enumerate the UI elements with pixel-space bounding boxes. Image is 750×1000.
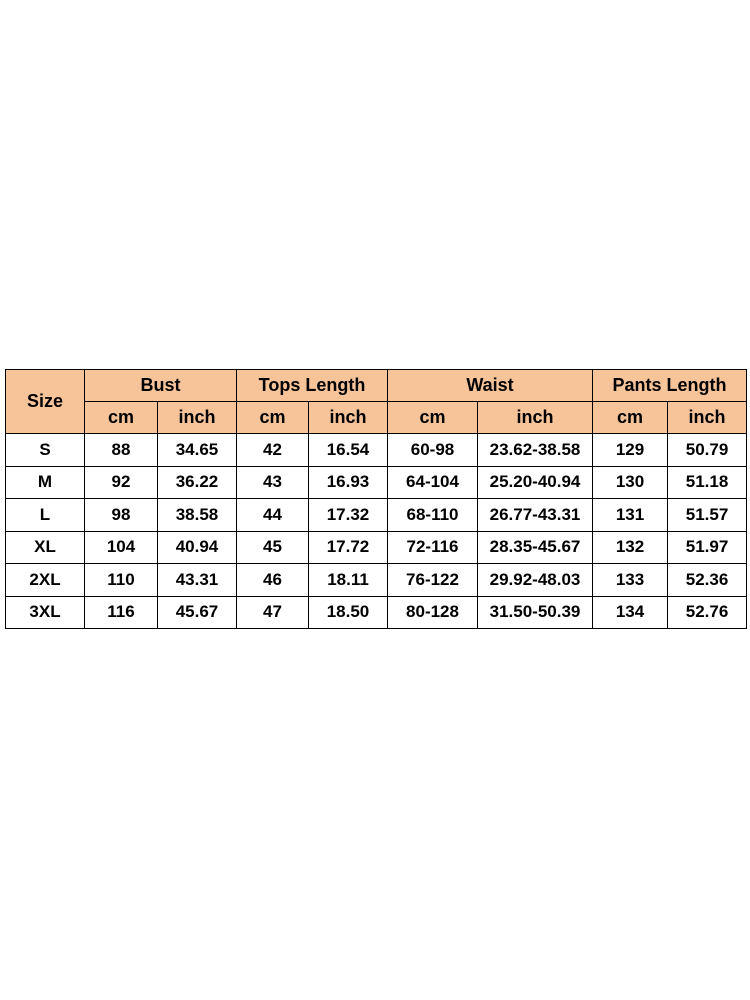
size-cell: M [6,466,85,499]
pants-length-cm-cell: 133 [593,564,668,597]
bust-cm-cell: 110 [85,564,158,597]
tops-length-cm-cell: 44 [237,499,309,532]
pants-length-inch-cell: 51.57 [668,499,747,532]
bust-inch-cell: 40.94 [158,531,237,564]
pants-length-inch-cell: 52.36 [668,564,747,597]
tops-length-cm-cell: 45 [237,531,309,564]
table-row [6,499,747,532]
tops-length-cm-header: cm [237,402,309,434]
waist-inch-cell: 25.20-40.94 [478,466,593,499]
size-chart-table [5,369,747,629]
bust-cm-cell: 92 [85,466,158,499]
group-header-row [6,370,747,402]
size-column-header: Size [6,370,85,434]
size-cell: 2XL [6,564,85,597]
bust-cm-cell: 104 [85,531,158,564]
waist-cm-cell: 68-110 [388,499,478,532]
waist-cm-cell: 60-98 [388,434,478,467]
table-row [6,531,747,564]
bust-inch-cell: 38.58 [158,499,237,532]
bust-inch-cell: 43.31 [158,564,237,597]
size-chart-container [5,369,747,629]
pants-length-group-header: Pants Length [593,370,747,402]
pants-length-inch-cell: 51.18 [668,466,747,499]
tops-length-inch-cell: 17.32 [309,499,388,532]
waist-inch-cell: 31.50-50.39 [478,596,593,629]
bust-cm-cell: 88 [85,434,158,467]
table-row [6,564,747,597]
bust-inch-cell: 34.65 [158,434,237,467]
tops-length-inch-header: inch [309,402,388,434]
waist-inch-cell: 29.92-48.03 [478,564,593,597]
tops-length-inch-cell: 16.54 [309,434,388,467]
waist-cm-header: cm [388,402,478,434]
table-row [6,466,747,499]
size-cell: 3XL [6,596,85,629]
tops-length-group-header: Tops Length [237,370,388,402]
unit-header-row [6,402,747,434]
tops-length-inch-cell: 17.72 [309,531,388,564]
waist-inch-header: inch [478,402,593,434]
size-cell: L [6,499,85,532]
waist-cm-cell: 64-104 [388,466,478,499]
pants-length-cm-cell: 130 [593,466,668,499]
tops-length-cm-cell: 43 [237,466,309,499]
pants-length-inch-cell: 50.79 [668,434,747,467]
pants-length-cm-cell: 134 [593,596,668,629]
bust-cm-cell: 116 [85,596,158,629]
tops-length-cm-cell: 46 [237,564,309,597]
waist-inch-cell: 26.77-43.31 [478,499,593,532]
pants-length-cm-header: cm [593,402,668,434]
waist-cm-cell: 80-128 [388,596,478,629]
bust-inch-cell: 45.67 [158,596,237,629]
bust-inch-header: inch [158,402,237,434]
waist-group-header: Waist [388,370,593,402]
pants-length-cm-cell: 129 [593,434,668,467]
tops-length-inch-cell: 18.11 [309,564,388,597]
bust-group-header: Bust [85,370,237,402]
table-row [6,596,747,629]
size-cell: S [6,434,85,467]
pants-length-inch-header: inch [668,402,747,434]
size-cell: XL [6,531,85,564]
tops-length-inch-cell: 16.93 [309,466,388,499]
tops-length-inch-cell: 18.50 [309,596,388,629]
waist-inch-cell: 28.35-45.67 [478,531,593,564]
waist-cm-cell: 76-122 [388,564,478,597]
table-row [6,434,747,467]
bust-inch-cell: 36.22 [158,466,237,499]
bust-cm-header: cm [85,402,158,434]
pants-length-inch-cell: 51.97 [668,531,747,564]
bust-cm-cell: 98 [85,499,158,532]
waist-cm-cell: 72-116 [388,531,478,564]
pants-length-cm-cell: 132 [593,531,668,564]
pants-length-cm-cell: 131 [593,499,668,532]
tops-length-cm-cell: 42 [237,434,309,467]
pants-length-inch-cell: 52.76 [668,596,747,629]
waist-inch-cell: 23.62-38.58 [478,434,593,467]
tops-length-cm-cell: 47 [237,596,309,629]
